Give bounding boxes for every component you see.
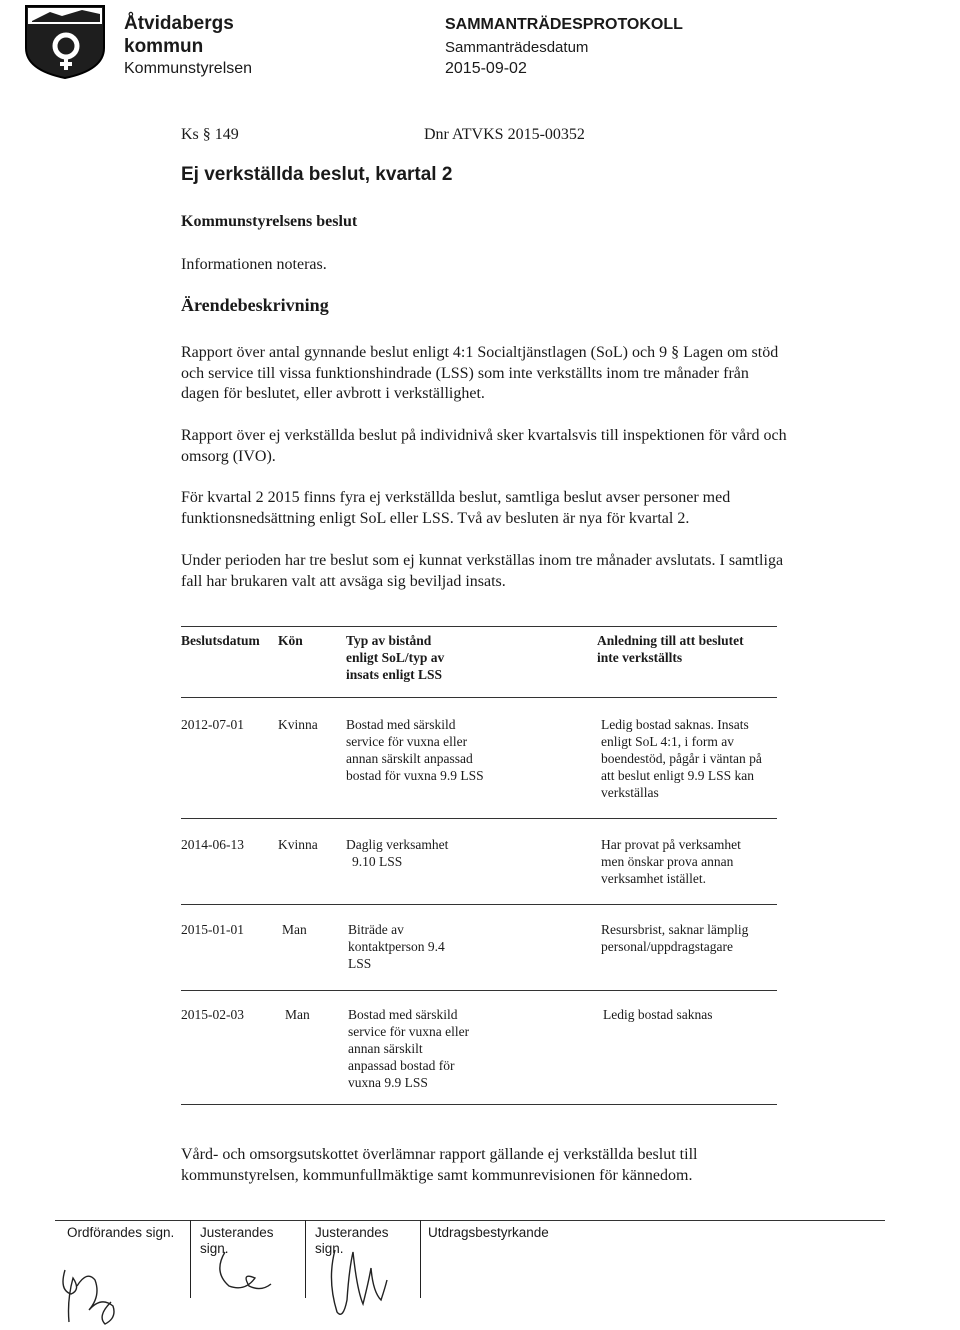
- cell-line: Daglig verksamhet: [346, 837, 449, 852]
- paragraph-reference: Ks § 149: [181, 126, 239, 143]
- table-header-rule: [181, 697, 777, 698]
- cell-type: [346, 836, 448, 870]
- header-date: Beslutsdatum: [181, 633, 260, 648]
- cell-line: service för vuxna eller: [348, 1024, 470, 1039]
- cell-line: att beslut enligt 9.9 LSS kan: [601, 768, 754, 783]
- cell-line: verksamhet istället.: [601, 871, 706, 886]
- footer-rule: [55, 1220, 885, 1221]
- cell-reason: [601, 716, 762, 801]
- cell-date: 2014-06-13: [181, 837, 244, 852]
- chair-handwritten-signature: [55, 1250, 175, 1330]
- cell-line: anpassad bostad för: [348, 1058, 455, 1073]
- cell-reason: [603, 1006, 712, 1023]
- adjuster1-handwritten-signature: [205, 1242, 295, 1302]
- document-type: SAMMANTRÄDESPROTOKOLL: [445, 16, 683, 33]
- date-value: 2015-09-02: [445, 60, 527, 77]
- header-type-line: enligt SoL/typ av: [346, 650, 445, 665]
- cell-line: kontaktperson 9.4: [348, 939, 445, 954]
- footer-divider: [190, 1220, 191, 1298]
- cell-line: Ledig bostad saknas. Insats: [601, 717, 749, 732]
- header-type-line: insats enligt LSS: [346, 667, 443, 682]
- cell-line: personal/uppdragstagare: [601, 939, 733, 954]
- cell-type: [348, 921, 445, 972]
- cell-gender: Kvinna: [278, 837, 318, 852]
- organization-name: [124, 12, 252, 80]
- cell-reason: [601, 836, 741, 887]
- cell-line: Bostad med särskild: [348, 1007, 458, 1022]
- cell-line: annan särskilt anpassad: [346, 751, 473, 766]
- cell-gender: Man: [282, 922, 307, 937]
- row-divider: [181, 818, 777, 819]
- header-type: [346, 632, 444, 683]
- adjuster2-handwritten-signature: [313, 1240, 403, 1330]
- cell-gender: Man: [285, 1007, 310, 1022]
- registration-number: Dnr ATVKS 2015-00352: [424, 126, 585, 143]
- description-paragraph-4: Under perioden har tre beslut som ej kunnat verkställas inom tre månader avslutats. I samtliga fall har brukaren valt att avsäga sig beviljad insats.: [181, 552, 784, 590]
- cell-line: Biträde av: [348, 922, 404, 937]
- row-divider: [181, 904, 777, 905]
- cell-line: enligt SoL 4:1, i form av: [601, 734, 734, 749]
- cell-line: Resursbrist, saknar lämplig: [601, 922, 749, 937]
- header-reason: [597, 632, 744, 666]
- signature-footer: [55, 1220, 885, 1330]
- closing-paragraph: Vård- och omsorgsutskottet överlämnar rapport gällande ej verkställda beslut till kommunstyrelsen, kommunfullmäktige samt kommunrevisionen för kännedom.: [181, 1146, 698, 1184]
- protocol-header: [445, 14, 683, 80]
- label-line: Justerandes: [200, 1225, 274, 1240]
- label-line: sign.: [200, 1241, 229, 1256]
- label-line: sign.: [315, 1241, 344, 1256]
- header-reason-line: Anledning till att beslutet: [597, 633, 744, 648]
- cell-line: vuxna 9.9 LSS: [348, 1075, 428, 1090]
- cell-line: boendestöd, pågår i väntan på: [601, 751, 762, 766]
- decision-heading: Kommunstyrelsens beslut: [181, 213, 358, 230]
- cell-line: men önskar prova annan: [601, 854, 734, 869]
- footer-divider: [305, 1220, 306, 1298]
- cell-line: LSS: [348, 956, 372, 971]
- header-type-line: Typ av bistånd: [346, 633, 432, 648]
- org-name-line3: Kommunstyrelsen: [124, 60, 253, 77]
- footer-divider: [420, 1220, 421, 1298]
- cell-line: Har provat på verksamhet: [601, 837, 741, 852]
- cell-line: Ledig bostad saknas: [603, 1007, 713, 1022]
- date-label: Sammanträdesdatum: [445, 39, 589, 56]
- description-paragraph-1: Rapport över antal gynnande beslut enligt 4:1 Socialtjänstlagen (SoL) och 9 § Lagen om stöd och service till vissa funktionshindrade (LSS) som inte verkställts inom tre månader från dagen för beslutet, eller avbrott i verkställighet.: [181, 344, 779, 402]
- header-reason-line: inte verkställts: [597, 650, 683, 665]
- page-title: Ej verkställda beslut, kvartal 2: [181, 164, 453, 185]
- cell-line: service för vuxna eller: [346, 734, 468, 749]
- description-heading: Ärendebeskrivning: [181, 295, 329, 315]
- table-bottom-rule: [181, 1104, 777, 1105]
- certification-label: Utdragsbestyrkande: [428, 1225, 549, 1240]
- cell-date: 2015-02-03: [181, 1007, 244, 1022]
- cell-line: annan särskilt: [348, 1041, 423, 1056]
- cell-line: bostad för vuxna 9.9 LSS: [346, 768, 484, 783]
- cell-line: Bostad med särskild: [346, 717, 456, 732]
- cell-date: 2012-07-01: [181, 717, 244, 732]
- municipality-logo: [20, 2, 110, 80]
- table-top-rule: [181, 626, 777, 627]
- description-paragraph-3: För kvartal 2 2015 finns fyra ej verkställda beslut, samtliga beslut avser personer med funktionsnedsättning enligt SoL eller LSS. Två av besluten är nya för kvartal 2.: [181, 489, 731, 527]
- cell-date: 2015-01-01: [181, 922, 244, 937]
- cell-type: [348, 1006, 469, 1091]
- org-name-line2: kommun: [124, 36, 204, 57]
- org-name-line1: Åtvidabergs: [124, 13, 234, 34]
- cell-line: 9.10 LSS: [352, 854, 403, 869]
- label-line: Justerandes: [315, 1225, 389, 1240]
- chair-signature-label: Ordförandes sign.: [67, 1225, 175, 1240]
- cell-line: verkställas: [601, 785, 659, 800]
- cell-reason: [601, 921, 748, 955]
- header-gender: Kön: [278, 633, 303, 648]
- cell-gender: Kvinna: [278, 717, 318, 732]
- cell-type: [346, 716, 484, 784]
- row-divider: [181, 990, 777, 991]
- decision-text: Informationen noteras.: [181, 256, 327, 273]
- description-paragraph-2: Rapport över ej verkställda beslut på individnivå sker kvartalsvis till inspektionen för vård och omsorg (IVO).: [181, 427, 787, 465]
